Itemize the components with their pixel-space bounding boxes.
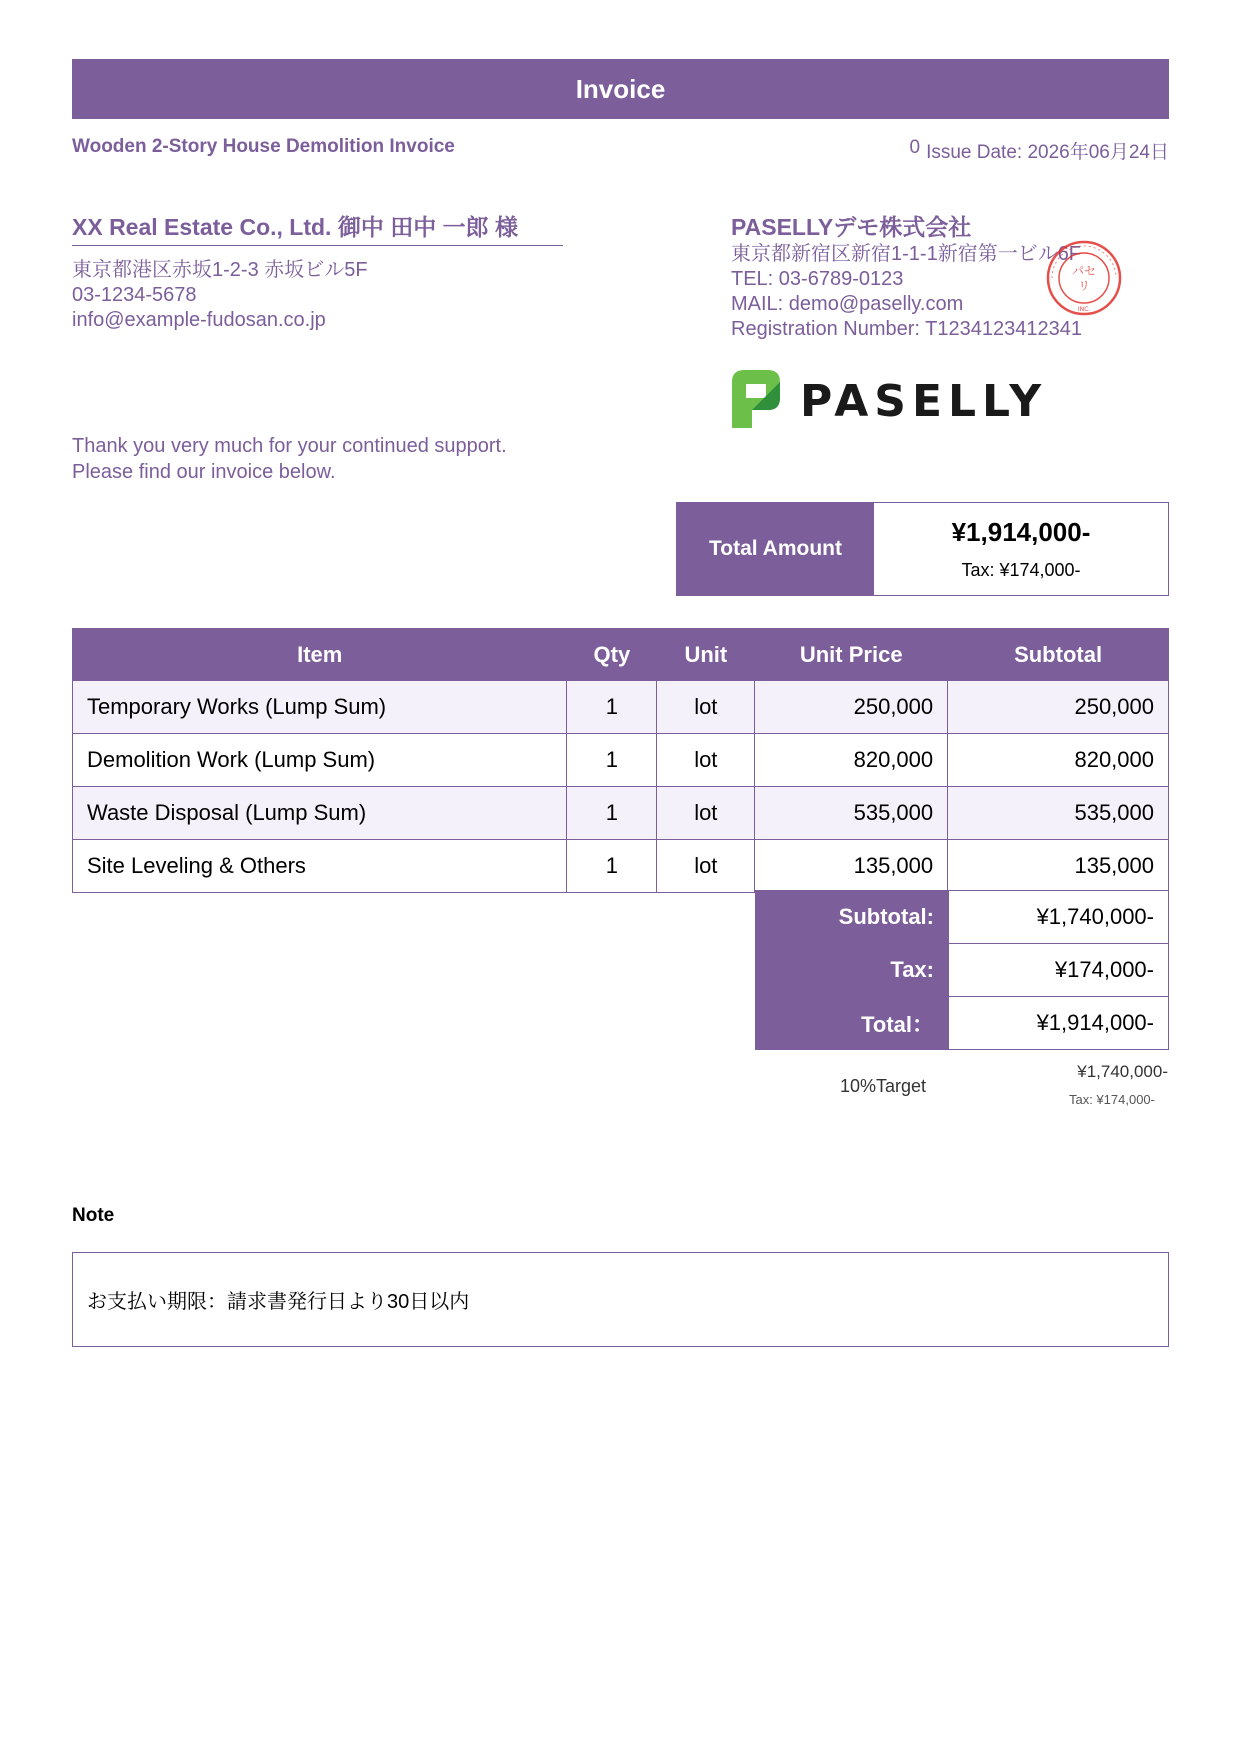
client-info: [72, 258, 563, 333]
row-unit-price: 820,000: [755, 734, 948, 787]
row-item: Site Leveling & Others: [73, 840, 567, 893]
total-amount: ¥1,914,000-: [951, 517, 1091, 547]
row-unit: lot: [657, 734, 755, 787]
row-item: Waste Disposal (Lump Sum): [73, 787, 567, 840]
company-seal-icon: [1046, 240, 1122, 316]
total-tax: Tax: ¥174,000-: [961, 560, 1081, 580]
tax-rate-tax: Tax: ¥174,000-: [1068, 1092, 1155, 1107]
header-qty: Qty: [567, 629, 657, 681]
summary-total-label: Total：: [756, 997, 949, 1050]
client-tel: 03-1234-5678: [72, 284, 197, 306]
note-title: Note: [72, 1205, 115, 1226]
row-qty: 1: [567, 681, 657, 734]
note-text: お支払い期限：請求書発行日より30日以内: [87, 1291, 470, 1313]
summary-total-row: [756, 997, 1169, 1050]
client-name: XX Real Estate Co., Ltd. 御中 田中 一郎 様: [72, 213, 563, 246]
page-title: Invoice: [575, 73, 666, 104]
row-qty: 1: [567, 734, 657, 787]
table-header-row: [73, 629, 1169, 681]
table-row: [73, 681, 1169, 734]
row-unit-price: 250,000: [755, 681, 948, 734]
svg-text:パセ: パセ: [1071, 264, 1097, 278]
row-qty: 1: [567, 840, 657, 893]
row-unit: lot: [657, 681, 755, 734]
table-row: [73, 787, 1169, 840]
row-unit: lot: [657, 787, 755, 840]
client-address: 東京都港区赤坂1-2-3 赤坂ビル5F: [72, 259, 368, 281]
header-subtotal: Subtotal: [948, 629, 1169, 681]
client-block: [72, 213, 563, 333]
table-row: [73, 734, 1169, 787]
issuer-registration: Registration Number: T1234123412341: [731, 318, 1082, 340]
row-subtotal: 250,000: [948, 681, 1169, 734]
greeting: [72, 433, 507, 485]
issuer-name: PASELLYデモ株式会社: [731, 214, 972, 240]
total-amount-label: Total Amount: [677, 503, 874, 595]
summary-table: [755, 890, 1169, 1050]
tax-rate-label: 10%Target: [840, 1076, 927, 1096]
invoice-number: 0: [909, 137, 921, 158]
invoice-subject: Wooden 2-Story House Demolition Invoice: [72, 136, 455, 157]
issue-info: [910, 137, 1170, 164]
row-subtotal: 135,000: [948, 840, 1169, 893]
summary-tax-label: Tax:: [756, 944, 949, 997]
summary-subtotal-value: ¥1,740,000-: [949, 891, 1169, 944]
svg-text:INC.: INC.: [1077, 306, 1091, 313]
summary-subtotal-row: [756, 891, 1169, 944]
summary-tax-row: [756, 944, 1169, 997]
summary-subtotal-label: Subtotal:: [756, 891, 949, 944]
greeting-line-1: Thank you very much for your continued support.: [72, 435, 507, 457]
row-unit: lot: [657, 840, 755, 893]
issuer-tel: TEL: 03-6789-0123: [731, 268, 904, 290]
summary-total-value: ¥1,914,000-: [949, 997, 1169, 1050]
row-subtotal: 535,000: [948, 787, 1169, 840]
issue-date: Issue Date: 2026年06月24日: [926, 142, 1169, 163]
row-qty: 1: [567, 787, 657, 840]
row-item: Temporary Works (Lump Sum): [73, 681, 567, 734]
header-unit: Unit: [657, 629, 755, 681]
issuer-address: 東京都新宿区新宿1-1-1新宿第一ビル6F: [731, 243, 1082, 265]
row-unit-price: 135,000: [755, 840, 948, 893]
header-unit-price: Unit Price: [755, 629, 948, 681]
tax-rate-amount: ¥1,740,000-: [1077, 1062, 1168, 1081]
summary-tax-value: ¥174,000-: [949, 944, 1169, 997]
paselly-logo-icon: [730, 368, 1060, 430]
client-email: info@example-fudosan.co.jp: [72, 309, 326, 331]
total-amount-box: [676, 502, 1169, 596]
svg-text:リ: リ: [1077, 279, 1091, 293]
greeting-line-2: Please find our invoice below.: [72, 461, 336, 483]
invoice-title-bar: [72, 59, 1169, 119]
svg-text:PASELLY: PASELLY: [800, 376, 1048, 427]
issuer-mail: MAIL: demo@paselly.com: [731, 293, 964, 315]
total-amount-value: [874, 503, 1168, 595]
header-item: Item: [73, 629, 567, 681]
note-box: [72, 1252, 1169, 1347]
row-unit-price: 535,000: [755, 787, 948, 840]
table-row: [73, 840, 1169, 893]
row-subtotal: 820,000: [948, 734, 1169, 787]
items-table: [72, 628, 1169, 893]
row-item: Demolition Work (Lump Sum): [73, 734, 567, 787]
